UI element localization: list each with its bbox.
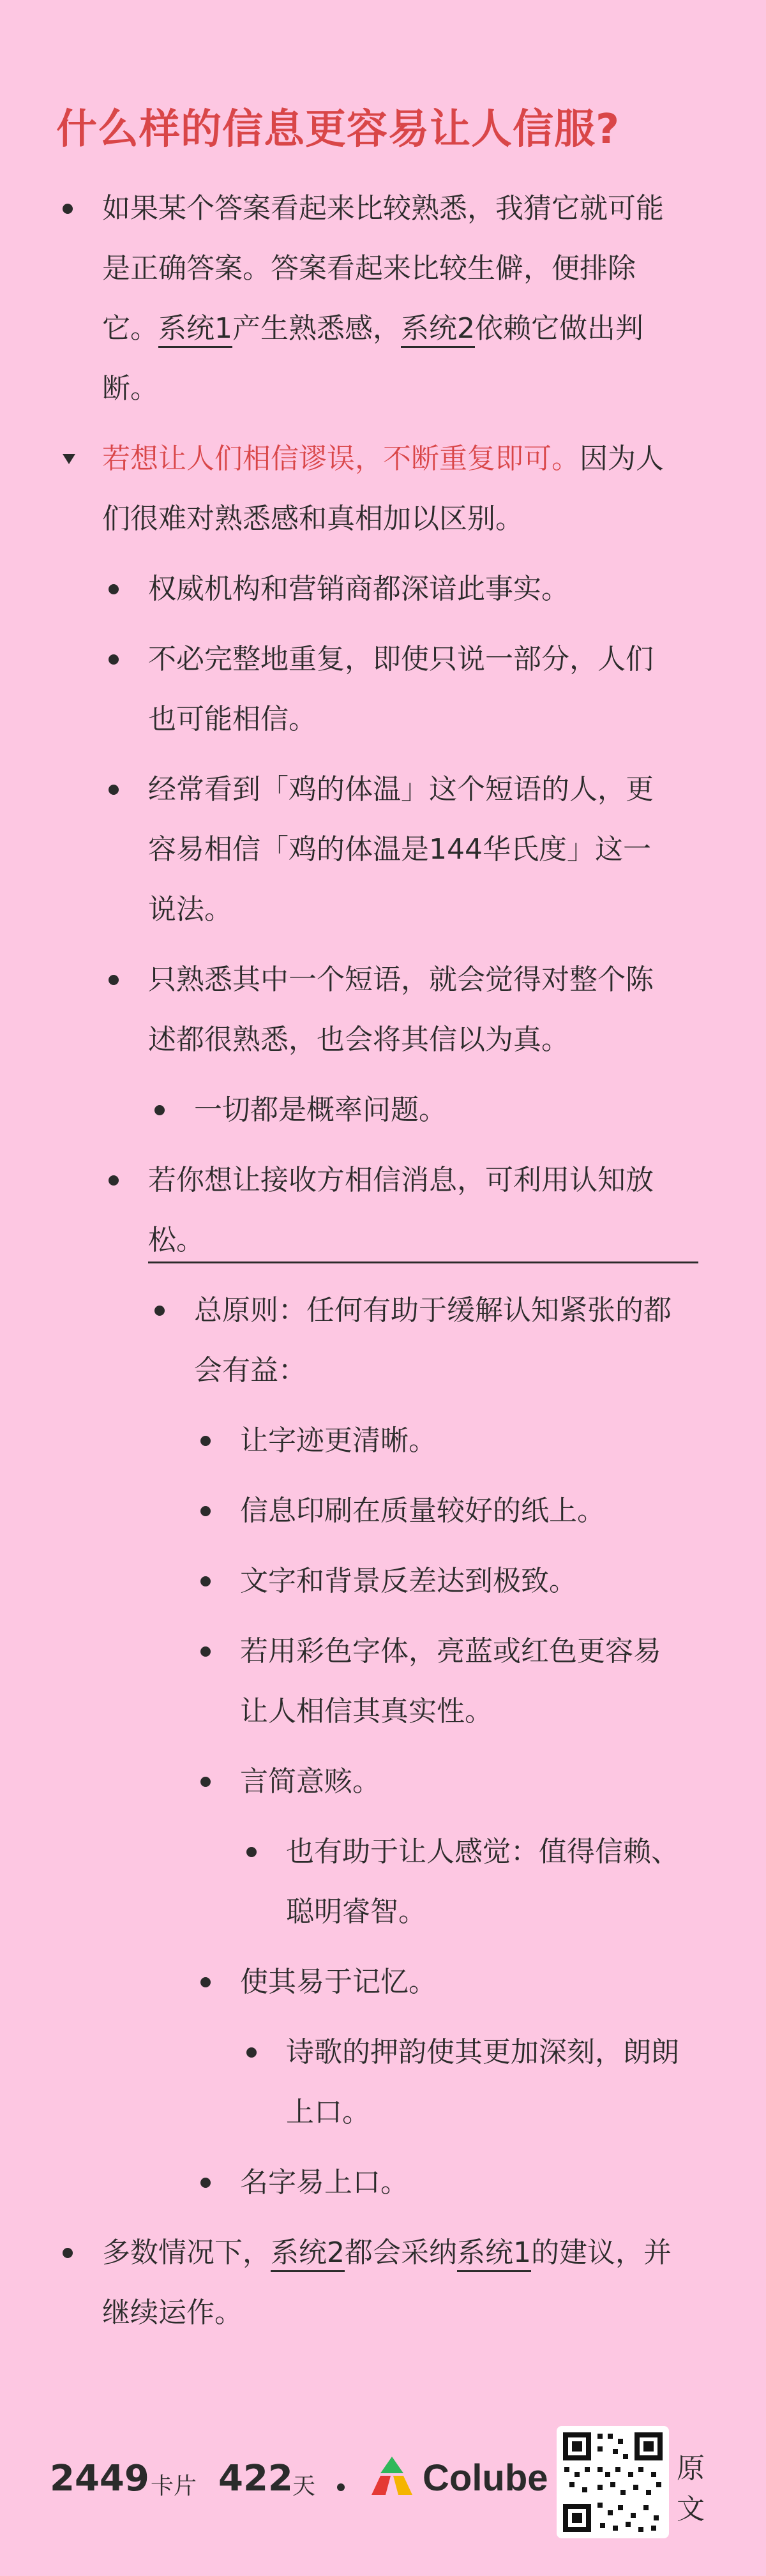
item-line: 权威机构和营销商都深谙此事实。 [148, 573, 569, 605]
link-system1[interactable]: 系统1 [457, 2236, 531, 2272]
bullet-dot[interactable] [109, 654, 119, 665]
days-count: 422 [218, 2458, 293, 2499]
list-item [0, 1150, 766, 1270]
cards-unit: 卡片 [151, 2473, 197, 2499]
item-line: 断。 [102, 372, 158, 405]
bullet-dot[interactable] [109, 584, 119, 594]
item-line [102, 429, 721, 489]
footer [0, 2426, 766, 2554]
link-system1[interactable]: 系统1 [158, 312, 232, 348]
item-line: 它。系统1产生熟悉感，系统2依赖它做出判 [102, 299, 721, 359]
cards-count: 2449 [50, 2458, 149, 2499]
bullet-dot[interactable] [63, 2248, 73, 2258]
item-line: 如果某个答案看起来比较熟悉，我猜它就可能 [102, 192, 664, 225]
list-item [0, 1080, 766, 1140]
item-line: 只熟悉其中一个短语，就会觉得对整个陈 [148, 963, 654, 996]
brand-name: Colube [423, 2457, 548, 2499]
list-item [0, 1481, 766, 1541]
list-item [0, 1822, 766, 1942]
item-line: 不必完整地重复，即使只说一部分，人们 [148, 643, 654, 675]
list-item [0, 1551, 766, 1611]
item-line: 诗歌的押韵使其更加深刻，朗朗 [286, 2036, 679, 2068]
item-line: 让字迹更清晰。 [240, 1424, 437, 1457]
bullet-dot[interactable] [109, 785, 119, 795]
bullet-dot[interactable] [109, 975, 119, 985]
list-item [0, 1281, 766, 1401]
list-item [0, 1752, 766, 1812]
bullet-dot[interactable] [63, 204, 73, 214]
colube-logo-icon [369, 2454, 415, 2500]
item-line: 文字和背景反差达到极致。 [240, 1565, 577, 1597]
item-line: 让人相信其真实性。 [240, 1695, 493, 1728]
list-item [0, 760, 766, 940]
item-line: 一切都是概率问题。 [194, 1094, 447, 1126]
list-item [0, 559, 766, 619]
qr-code-icon [557, 2426, 669, 2538]
bullet-dot[interactable] [154, 1306, 165, 1316]
separator-dot [337, 2483, 345, 2491]
bullet-dot[interactable] [200, 1646, 211, 1657]
item-line: 会有益： [194, 1354, 306, 1387]
item-line: 经常看到「鸡的体温」这个短语的人，更 [148, 773, 654, 806]
list-item [0, 1622, 766, 1742]
bullet-dot[interactable] [109, 1175, 119, 1186]
bullet-dot[interactable] [246, 1847, 257, 1857]
list-item [0, 1952, 766, 2012]
bullet-dot[interactable] [200, 2178, 211, 2188]
item-line: 聪明睿智。 [286, 1895, 426, 1928]
list-item [0, 179, 766, 419]
link-system2[interactable]: 系统2 [271, 2236, 345, 2272]
original-link-line2[interactable]: 文 [677, 2493, 705, 2526]
bullet-dot[interactable] [200, 1576, 211, 1586]
item-line: 也有助于让人感觉：值得信赖、 [286, 1835, 679, 1868]
item-line: 名字易上口。 [240, 2166, 409, 2199]
item-line: 言简意赅。 [240, 1765, 380, 1798]
bullet-dot[interactable] [200, 1436, 211, 1446]
days-unit: 天 [292, 2473, 316, 2499]
bullet-dot[interactable] [154, 1105, 165, 1115]
item-line: 信息印刷在质量较好的纸上。 [240, 1495, 605, 1527]
item-line: 若你想让接收方相信消息，可利用认知放 [148, 1164, 654, 1196]
collapse-triangle-icon[interactable] [63, 454, 75, 464]
item-line: 们很难对熟悉感和真相加以区别。 [102, 502, 523, 535]
item-text: 松。 [148, 1224, 204, 1256]
list-item [0, 629, 766, 749]
item-line: 说法。 [148, 893, 232, 926]
item-line: 述都很熟悉，也会将其信以为真。 [148, 1023, 569, 1056]
item-line: 容易相信「鸡的体温是144华氏度」这一 [148, 833, 651, 866]
item-line [148, 1210, 721, 1270]
bullet-dot[interactable] [200, 1977, 211, 1987]
bullet-dot[interactable] [200, 1777, 211, 1787]
highlight-text: 若想让人们相信谬误，不断重复即可。 [102, 442, 580, 475]
original-link-line1[interactable]: 原 [677, 2452, 705, 2485]
link-system2[interactable]: 系统2 [401, 312, 475, 348]
item-line: 是正确答案。答案看起来比较生僻，便排除 [102, 252, 636, 285]
item-line: 上口。 [286, 2096, 370, 2128]
item-line: 继续运作。 [102, 2296, 243, 2329]
list-item [0, 2223, 766, 2343]
item-line: 也可能相信。 [148, 703, 317, 735]
list-item [0, 2153, 766, 2213]
bullet-dot[interactable] [246, 2047, 257, 2058]
list-item [0, 2022, 766, 2143]
list-item [0, 1411, 766, 1471]
item-line: 若用彩色字体，亮蓝或红色更容易 [240, 1635, 661, 1668]
item-text: 因为人 [580, 442, 664, 475]
list-item [0, 950, 766, 1070]
bullet-dot[interactable] [200, 1506, 211, 1516]
qr-code[interactable] [557, 2426, 669, 2538]
item-line: 总原则：任何有助于缓解认知紧张的都 [194, 1294, 672, 1327]
list-item [0, 429, 766, 549]
outline-list [0, 179, 766, 2343]
underline-rule [148, 1262, 698, 1263]
item-line: 使其易于记忆。 [240, 1966, 437, 1998]
item-line: 多数情况下，系统2都会采纳系统1的建议，并 [102, 2223, 721, 2283]
page-title: 什么样的信息更容易让人信服? [56, 106, 620, 153]
